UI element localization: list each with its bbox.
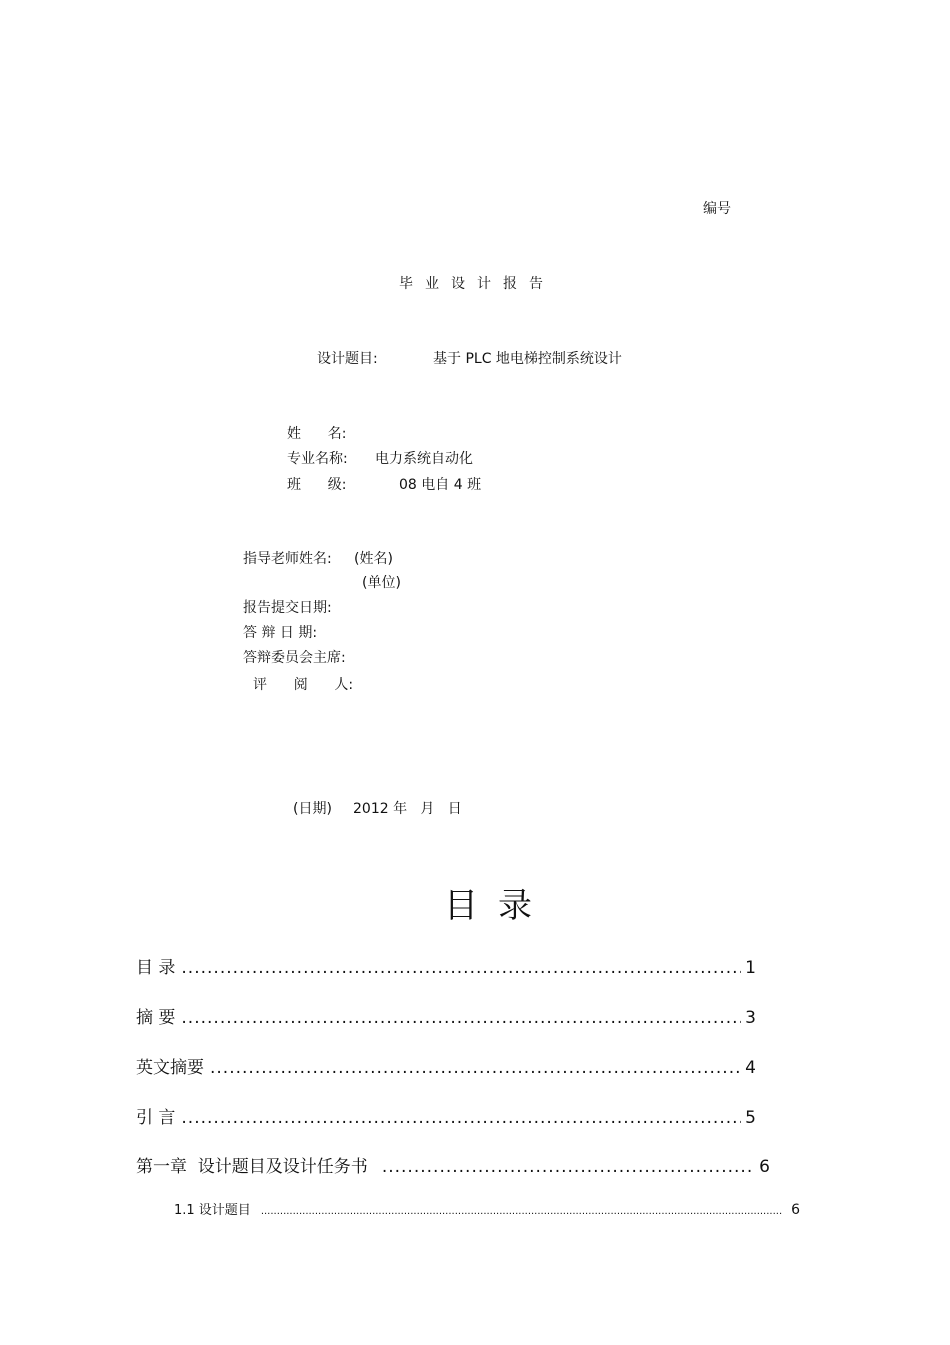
toc-leader-dots xyxy=(181,1107,741,1129)
toc-leader-dots xyxy=(261,1203,783,1221)
toc-entry-label: 1.1 设计题目 xyxy=(174,1203,251,1218)
submit-date-label: 报告提交日期: xyxy=(243,600,332,616)
toc-leader-dots xyxy=(382,1156,755,1178)
toc-entry-page: 4 xyxy=(745,1058,756,1078)
report-title: 毕业设计报告 xyxy=(399,276,555,292)
toc-leader-dots xyxy=(210,1057,741,1079)
reviewer-label: 评 阅 人: xyxy=(253,677,354,693)
class-label: 班 级: xyxy=(287,477,347,493)
toc-entry[interactable] xyxy=(136,1107,756,1129)
toc-entry[interactable] xyxy=(136,1156,770,1178)
advisor-unit: (单位) xyxy=(362,575,401,591)
name-label: 姓 名: xyxy=(287,426,347,442)
toc-entry[interactable] xyxy=(136,957,756,979)
topic-label: 设计题目: xyxy=(317,351,378,367)
toc-subentry[interactable] xyxy=(174,1201,800,1221)
toc-entry-page: 1 xyxy=(745,958,756,978)
major-label: 专业名称: xyxy=(287,451,348,467)
date-label: (日期) xyxy=(293,801,332,817)
toc-entry-label: 英文摘要 xyxy=(136,1058,204,1078)
defense-date-label: 答 辩 日 期: xyxy=(243,625,318,641)
toc-leader-dots xyxy=(181,1007,741,1029)
topic-value: 基于 PLC 地电梯控制系统设计 xyxy=(433,351,622,367)
committee-chair-label: 答辩委员会主席: xyxy=(243,650,346,666)
toc-entry-page: 5 xyxy=(745,1108,756,1128)
advisor-label: 指导老师姓名: xyxy=(243,551,332,567)
class-value: 08 电自 4 班 xyxy=(399,477,482,493)
toc-entry-page: 6 xyxy=(791,1202,800,1218)
toc-leader-dots xyxy=(181,957,741,979)
date-value: 2012 年 月 日 xyxy=(353,801,462,817)
toc-entry-page: 6 xyxy=(759,1157,770,1177)
advisor-name: (姓名) xyxy=(354,551,393,567)
toc-entry-label: 目 录 xyxy=(136,958,176,978)
toc-title: 目录 xyxy=(444,886,552,926)
toc-entry-label: 摘 要 xyxy=(136,1008,176,1028)
toc-entry-page: 3 xyxy=(745,1008,756,1028)
toc-entry[interactable] xyxy=(136,1007,756,1029)
serial-number-label: 编号 xyxy=(703,201,731,217)
toc-entry-label: 第一章 设计题目及设计任务书 xyxy=(136,1157,368,1177)
toc-entry-label: 引 言 xyxy=(136,1108,176,1128)
toc-entry[interactable] xyxy=(136,1057,756,1079)
major-value: 电力系统自动化 xyxy=(375,451,473,467)
